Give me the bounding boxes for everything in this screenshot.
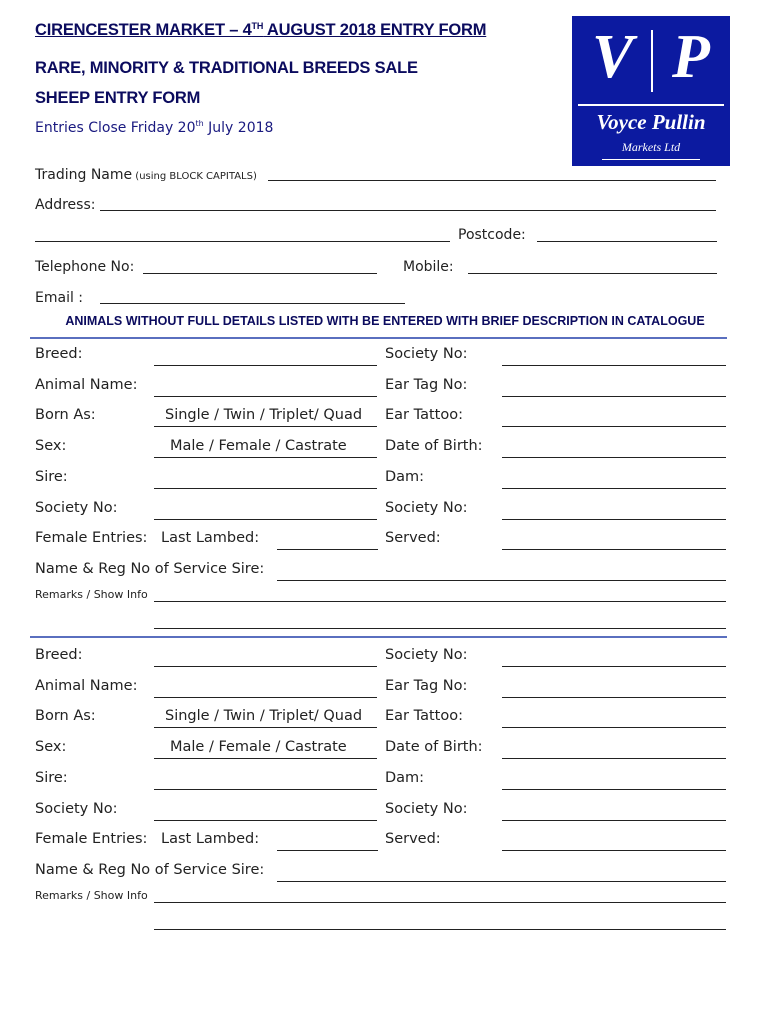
entry-1-society-no-label: Society No:: [385, 346, 468, 362]
entry-2-sire-society-no-field[interactable]: [154, 820, 377, 821]
entry-2-sire-field[interactable]: [154, 789, 377, 790]
entry-1-born-as-options[interactable]: Single / Twin / Triplet/ Quad: [165, 407, 363, 423]
entry-2-dam-field[interactable]: [502, 789, 726, 790]
entry-2-date-of-birth-label: Date of Birth:: [385, 739, 483, 755]
entries-close-date: Entries Close Friday 20th July 2018: [35, 119, 274, 136]
entry-2-dam-society-no-field[interactable]: [502, 820, 726, 821]
entry-2-sire-society-no-label: Society No:: [35, 801, 118, 817]
entry-1-female-entries-label: Female Entries:: [35, 530, 148, 546]
entry-1-last-lambed-label: Last Lambed:: [161, 530, 260, 546]
entry-2-ear-tag-no-label: Ear Tag No:: [385, 678, 468, 694]
entry-2-date-of-birth-field[interactable]: [502, 758, 726, 759]
entry-1-service-sire-field[interactable]: [277, 580, 726, 581]
entry-2-breed-label: Breed:: [35, 647, 83, 663]
entry-2-society-no-label: Society No:: [385, 647, 468, 663]
entry-2-ear-tattoo-field[interactable]: [502, 727, 726, 728]
entry-2-dam-society-no-label: Society No:: [385, 801, 468, 817]
entry-1-dam-society-no-field[interactable]: [502, 519, 726, 520]
entry-1-sire-society-no-label: Society No:: [35, 500, 118, 516]
entry-1-ear-tag-no-field[interactable]: [502, 396, 726, 397]
entry-1-served-label: Served:: [385, 530, 441, 546]
entry-2-ear-tag-no-field[interactable]: [502, 697, 726, 698]
address-field-line-2[interactable]: [35, 241, 450, 242]
entry-1-service-sire-label: Name & Reg No of Service Sire:: [35, 561, 265, 577]
entry-1-sire-label: Sire:: [35, 469, 68, 485]
logo-letter-p: P: [672, 23, 710, 91]
entry-1-sex-field[interactable]: [154, 457, 377, 458]
entry-1-dam-label: Dam:: [385, 469, 425, 485]
entry-1-remarks-field-line-2[interactable]: [154, 628, 726, 629]
entry-1-remarks-label: Remarks / Show Info: [35, 588, 148, 601]
trading-name-label: Trading Name (using BLOCK CAPITALS): [35, 167, 257, 183]
entry-2-ear-tattoo-label: Ear Tattoo:: [385, 708, 463, 724]
entry-1-separator: [30, 337, 727, 339]
telephone-field[interactable]: [143, 273, 377, 274]
sale-subtitle: RARE, MINORITY & TRADITIONAL BREEDS SALE: [35, 59, 418, 77]
email-label: Email :: [35, 290, 84, 306]
entry-2-remarks-field-line-1[interactable]: [154, 902, 726, 903]
entry-2-sex-options[interactable]: Male / Female / Castrate: [170, 739, 347, 755]
entry-1-dam-field[interactable]: [502, 488, 726, 489]
entry-1-last-lambed-field[interactable]: [277, 549, 378, 550]
entry-2-remarks-field-line-2[interactable]: [154, 929, 726, 930]
entry-2-sex-label: Sex:: [35, 739, 67, 755]
mobile-field[interactable]: [468, 273, 717, 274]
catalogue-notice: ANIMALS WITHOUT FULL DETAILS LISTED WITH BE ENTERED WITH BRIEF DESCRIPTION IN CATALOGUE: [65, 314, 705, 328]
entry-1-served-field[interactable]: [502, 549, 726, 550]
entry-2-breed-field[interactable]: [154, 666, 377, 667]
entry-2-born-as-label: Born As:: [35, 708, 96, 724]
entry-2-sire-label: Sire:: [35, 770, 68, 786]
entry-2-dam-label: Dam:: [385, 770, 425, 786]
entry-2-animal-name-label: Animal Name:: [35, 678, 138, 694]
company-logo: [572, 16, 730, 166]
entry-1-sire-field[interactable]: [154, 488, 377, 489]
form-name: SHEEP ENTRY FORM: [35, 89, 201, 107]
entry-2-society-no-field[interactable]: [502, 666, 726, 667]
entry-1-breed-label: Breed:: [35, 346, 83, 362]
entry-1-ear-tattoo-field[interactable]: [502, 426, 726, 427]
entry-1-date-of-birth-label: Date of Birth:: [385, 438, 483, 454]
entry-1-animal-name-field[interactable]: [154, 396, 377, 397]
entry-1-dam-society-no-label: Society No:: [385, 500, 468, 516]
entry-1-sex-options[interactable]: Male / Female / Castrate: [170, 438, 347, 454]
entry-2-remarks-label: Remarks / Show Info: [35, 889, 148, 902]
entry-1-born-as-field[interactable]: [154, 426, 377, 427]
mobile-label: Mobile:: [403, 259, 454, 275]
trading-name-field[interactable]: [268, 180, 716, 181]
entry-2-separator: [30, 636, 727, 638]
logo-letter-v: V: [592, 23, 634, 91]
entry-2-last-lambed-field[interactable]: [277, 850, 378, 851]
logo-rule: [578, 104, 724, 106]
logo-company-name: Voyce Pullin: [596, 110, 706, 134]
entry-2-service-sire-label: Name & Reg No of Service Sire:: [35, 862, 265, 878]
entry-1-breed-field[interactable]: [154, 365, 377, 366]
address-label: Address:: [35, 197, 96, 213]
email-field[interactable]: [100, 303, 405, 304]
entry-2-animal-name-field[interactable]: [154, 697, 377, 698]
postcode-label: Postcode:: [458, 227, 526, 243]
entry-1-remarks-field-line-1[interactable]: [154, 601, 726, 602]
entry-2-female-entries-label: Female Entries:: [35, 831, 148, 847]
entry-1-born-as-label: Born As:: [35, 407, 96, 423]
entry-1-ear-tag-no-label: Ear Tag No:: [385, 377, 468, 393]
entry-2-last-lambed-label: Last Lambed:: [161, 831, 260, 847]
entry-2-sex-field[interactable]: [154, 758, 377, 759]
entry-1-animal-name-label: Animal Name:: [35, 377, 138, 393]
entry-2-served-label: Served:: [385, 831, 441, 847]
entry-1-ear-tattoo-label: Ear Tattoo:: [385, 407, 463, 423]
logo-divider: [651, 30, 653, 92]
entry-2-served-field[interactable]: [502, 850, 726, 851]
postcode-field[interactable]: [537, 241, 717, 242]
logo-underline: [602, 159, 700, 160]
address-field-line-1[interactable]: [100, 210, 716, 211]
entry-1-sire-society-no-field[interactable]: [154, 519, 377, 520]
entry-2-born-as-options[interactable]: Single / Twin / Triplet/ Quad: [165, 708, 363, 724]
form-title: CIRENCESTER MARKET – 4TH AUGUST 2018 ENTRY FORM: [35, 21, 487, 39]
entry-1-date-of-birth-field[interactable]: [502, 457, 726, 458]
entry-1-society-no-field[interactable]: [502, 365, 726, 366]
telephone-label: Telephone No:: [35, 259, 135, 275]
entry-2-service-sire-field[interactable]: [277, 881, 726, 882]
entry-2-born-as-field[interactable]: [154, 727, 377, 728]
entry-1-sex-label: Sex:: [35, 438, 67, 454]
logo-tagline: Markets Ltd: [621, 140, 681, 154]
